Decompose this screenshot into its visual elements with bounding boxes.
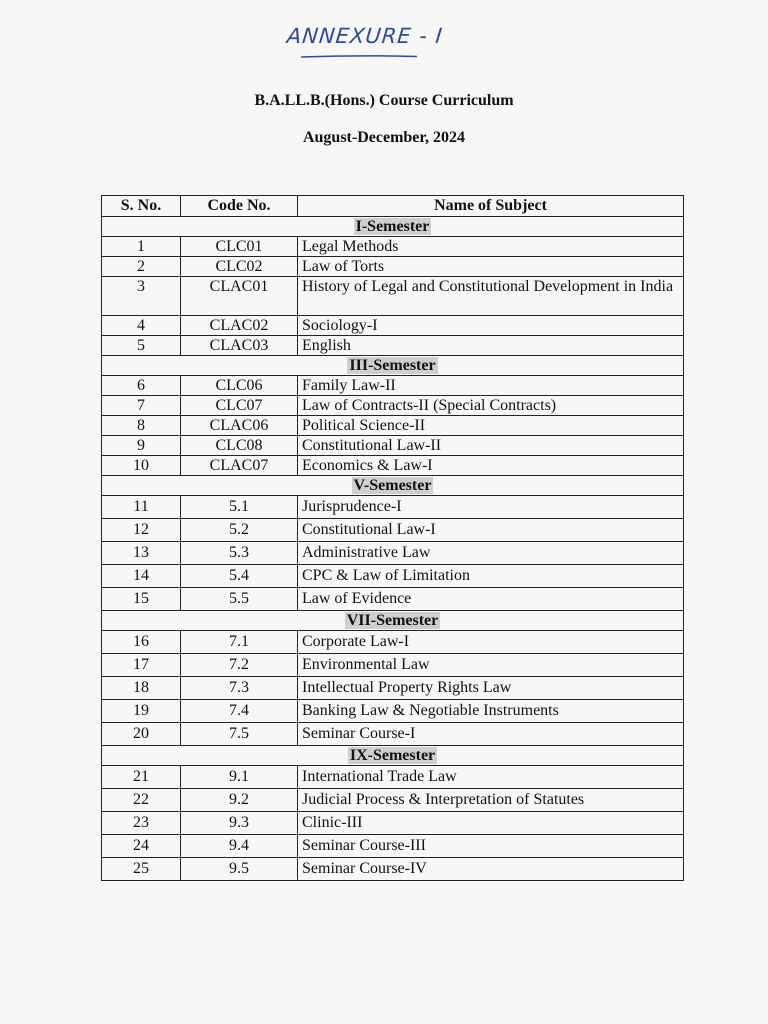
row-sno: 2 [102, 257, 181, 277]
document-title: B.A.LL.B.(Hons.) Course Curriculum [254, 92, 514, 109]
row-subject-name: Clinic-III [298, 812, 684, 835]
semester-row [102, 746, 684, 766]
table-row [102, 456, 684, 476]
row-sno: 13 [102, 542, 181, 565]
semester-row [102, 611, 684, 631]
row-sno: 7 [102, 396, 181, 416]
table-row [102, 677, 684, 700]
row-subject-name: English [298, 336, 684, 356]
table-row [102, 257, 684, 277]
row-subject-name: International Trade Law [298, 766, 684, 789]
row-code: 5.1 [181, 496, 298, 519]
table-row [102, 654, 684, 677]
semester-row [102, 476, 684, 496]
table-row [102, 723, 684, 746]
row-sno: 22 [102, 789, 181, 812]
row-code: CLC08 [181, 436, 298, 456]
table-row [102, 631, 684, 654]
row-sno: 15 [102, 588, 181, 611]
row-sno: 12 [102, 519, 181, 542]
table-header-row [102, 196, 684, 217]
row-code: CLAC03 [181, 336, 298, 356]
table-row [102, 588, 684, 611]
annexure-handwritten-label: ANNEXURE - I [285, 24, 445, 48]
row-sno: 18 [102, 677, 181, 700]
row-sno: 1 [102, 237, 181, 257]
table-row [102, 376, 684, 396]
row-subject-name: Judicial Process & Interpretation of Statutes [298, 789, 684, 812]
row-code: 9.5 [181, 858, 298, 881]
document-subtitle: August-December, 2024 [302, 129, 466, 146]
row-subject-name: Sociology-I [298, 316, 684, 336]
row-code: 5.3 [181, 542, 298, 565]
row-code: CLC01 [181, 237, 298, 257]
table-row [102, 766, 684, 789]
row-subject-name: Jurisprudence-I [298, 496, 684, 519]
row-code: 7.2 [181, 654, 298, 677]
row-subject-name: Economics & Law-I [298, 456, 684, 476]
table-row [102, 789, 684, 812]
row-subject-name: Constitutional Law-I [298, 519, 684, 542]
semester-heading-cell [102, 217, 684, 237]
header-code: Code No. [181, 196, 298, 217]
semester-heading-cell [102, 746, 684, 766]
header-sno: S. No. [102, 196, 181, 217]
row-code: 5.2 [181, 519, 298, 542]
row-code: CLAC02 [181, 316, 298, 336]
semester-row [102, 356, 684, 376]
row-subject-name: Seminar Course-IV [298, 858, 684, 881]
row-code: 9.3 [181, 812, 298, 835]
table-row [102, 812, 684, 835]
table-row [102, 436, 684, 456]
row-sno: 19 [102, 700, 181, 723]
row-subject-name: Family Law-II [298, 376, 684, 396]
row-subject-name: Legal Methods [298, 237, 684, 257]
row-code: 5.4 [181, 565, 298, 588]
semester-row [102, 217, 684, 237]
row-subject-name: Law of Contracts-II (Special Contracts) [298, 396, 684, 416]
row-code: CLC02 [181, 257, 298, 277]
row-subject-name: Constitutional Law-II [298, 436, 684, 456]
row-sno: 21 [102, 766, 181, 789]
row-sno: 9 [102, 436, 181, 456]
semester-heading-cell [102, 476, 684, 496]
table-row [102, 396, 684, 416]
row-subject-name: History of Legal and Constitutional Development in India [298, 277, 684, 316]
row-code: 9.2 [181, 789, 298, 812]
row-sno: 4 [102, 316, 181, 336]
row-subject-name: Administrative Law [298, 542, 684, 565]
row-subject-name: Banking Law & Negotiable Instruments [298, 700, 684, 723]
table-row [102, 496, 684, 519]
row-sno: 24 [102, 835, 181, 858]
row-sno: 23 [102, 812, 181, 835]
semester-heading: V-Semester [353, 477, 432, 494]
table-row [102, 519, 684, 542]
row-subject-name: Corporate Law-I [298, 631, 684, 654]
table-row [102, 416, 684, 436]
row-code: 5.5 [181, 588, 298, 611]
table-row [102, 542, 684, 565]
row-subject-name: Political Science-II [298, 416, 684, 436]
curriculum-table [101, 195, 684, 881]
row-sno: 16 [102, 631, 181, 654]
semester-heading: III-Semester [349, 357, 436, 374]
row-sno: 10 [102, 456, 181, 476]
row-sno: 17 [102, 654, 181, 677]
row-code: 7.4 [181, 700, 298, 723]
row-code: 9.4 [181, 835, 298, 858]
row-sno: 5 [102, 336, 181, 356]
row-sno: 6 [102, 376, 181, 396]
row-subject-name: Law of Evidence [298, 588, 684, 611]
row-sno: 14 [102, 565, 181, 588]
semester-heading: I-Semester [355, 218, 430, 235]
row-code: CLAC07 [181, 456, 298, 476]
semester-heading-cell [102, 611, 684, 631]
row-code: CLAC01 [181, 277, 298, 316]
annexure-underline [300, 55, 418, 58]
row-subject-name: Environmental Law [298, 654, 684, 677]
row-code: CLC06 [181, 376, 298, 396]
header-subject-name: Name of Subject [298, 196, 684, 217]
row-subject-name: Intellectual Property Rights Law [298, 677, 684, 700]
row-sno: 3 [102, 277, 181, 316]
table-row [102, 858, 684, 881]
table-row [102, 316, 684, 336]
row-code: CLC07 [181, 396, 298, 416]
row-sno: 25 [102, 858, 181, 881]
table-row [102, 277, 684, 316]
row-sno: 20 [102, 723, 181, 746]
row-code: CLAC06 [181, 416, 298, 436]
row-code: 9.1 [181, 766, 298, 789]
table-row [102, 835, 684, 858]
table-row [102, 336, 684, 356]
row-subject-name: Law of Torts [298, 257, 684, 277]
row-code: 7.1 [181, 631, 298, 654]
row-code: 7.5 [181, 723, 298, 746]
row-code: 7.3 [181, 677, 298, 700]
row-subject-name: CPC & Law of Limitation [298, 565, 684, 588]
table-row [102, 565, 684, 588]
semester-heading-cell [102, 356, 684, 376]
semester-heading: VII-Semester [346, 612, 439, 629]
semester-heading: IX-Semester [349, 747, 436, 764]
row-sno: 8 [102, 416, 181, 436]
row-subject-name: Seminar Course-I [298, 723, 684, 746]
table-row [102, 237, 684, 257]
row-subject-name: Seminar Course-III [298, 835, 684, 858]
row-sno: 11 [102, 496, 181, 519]
table-row [102, 700, 684, 723]
